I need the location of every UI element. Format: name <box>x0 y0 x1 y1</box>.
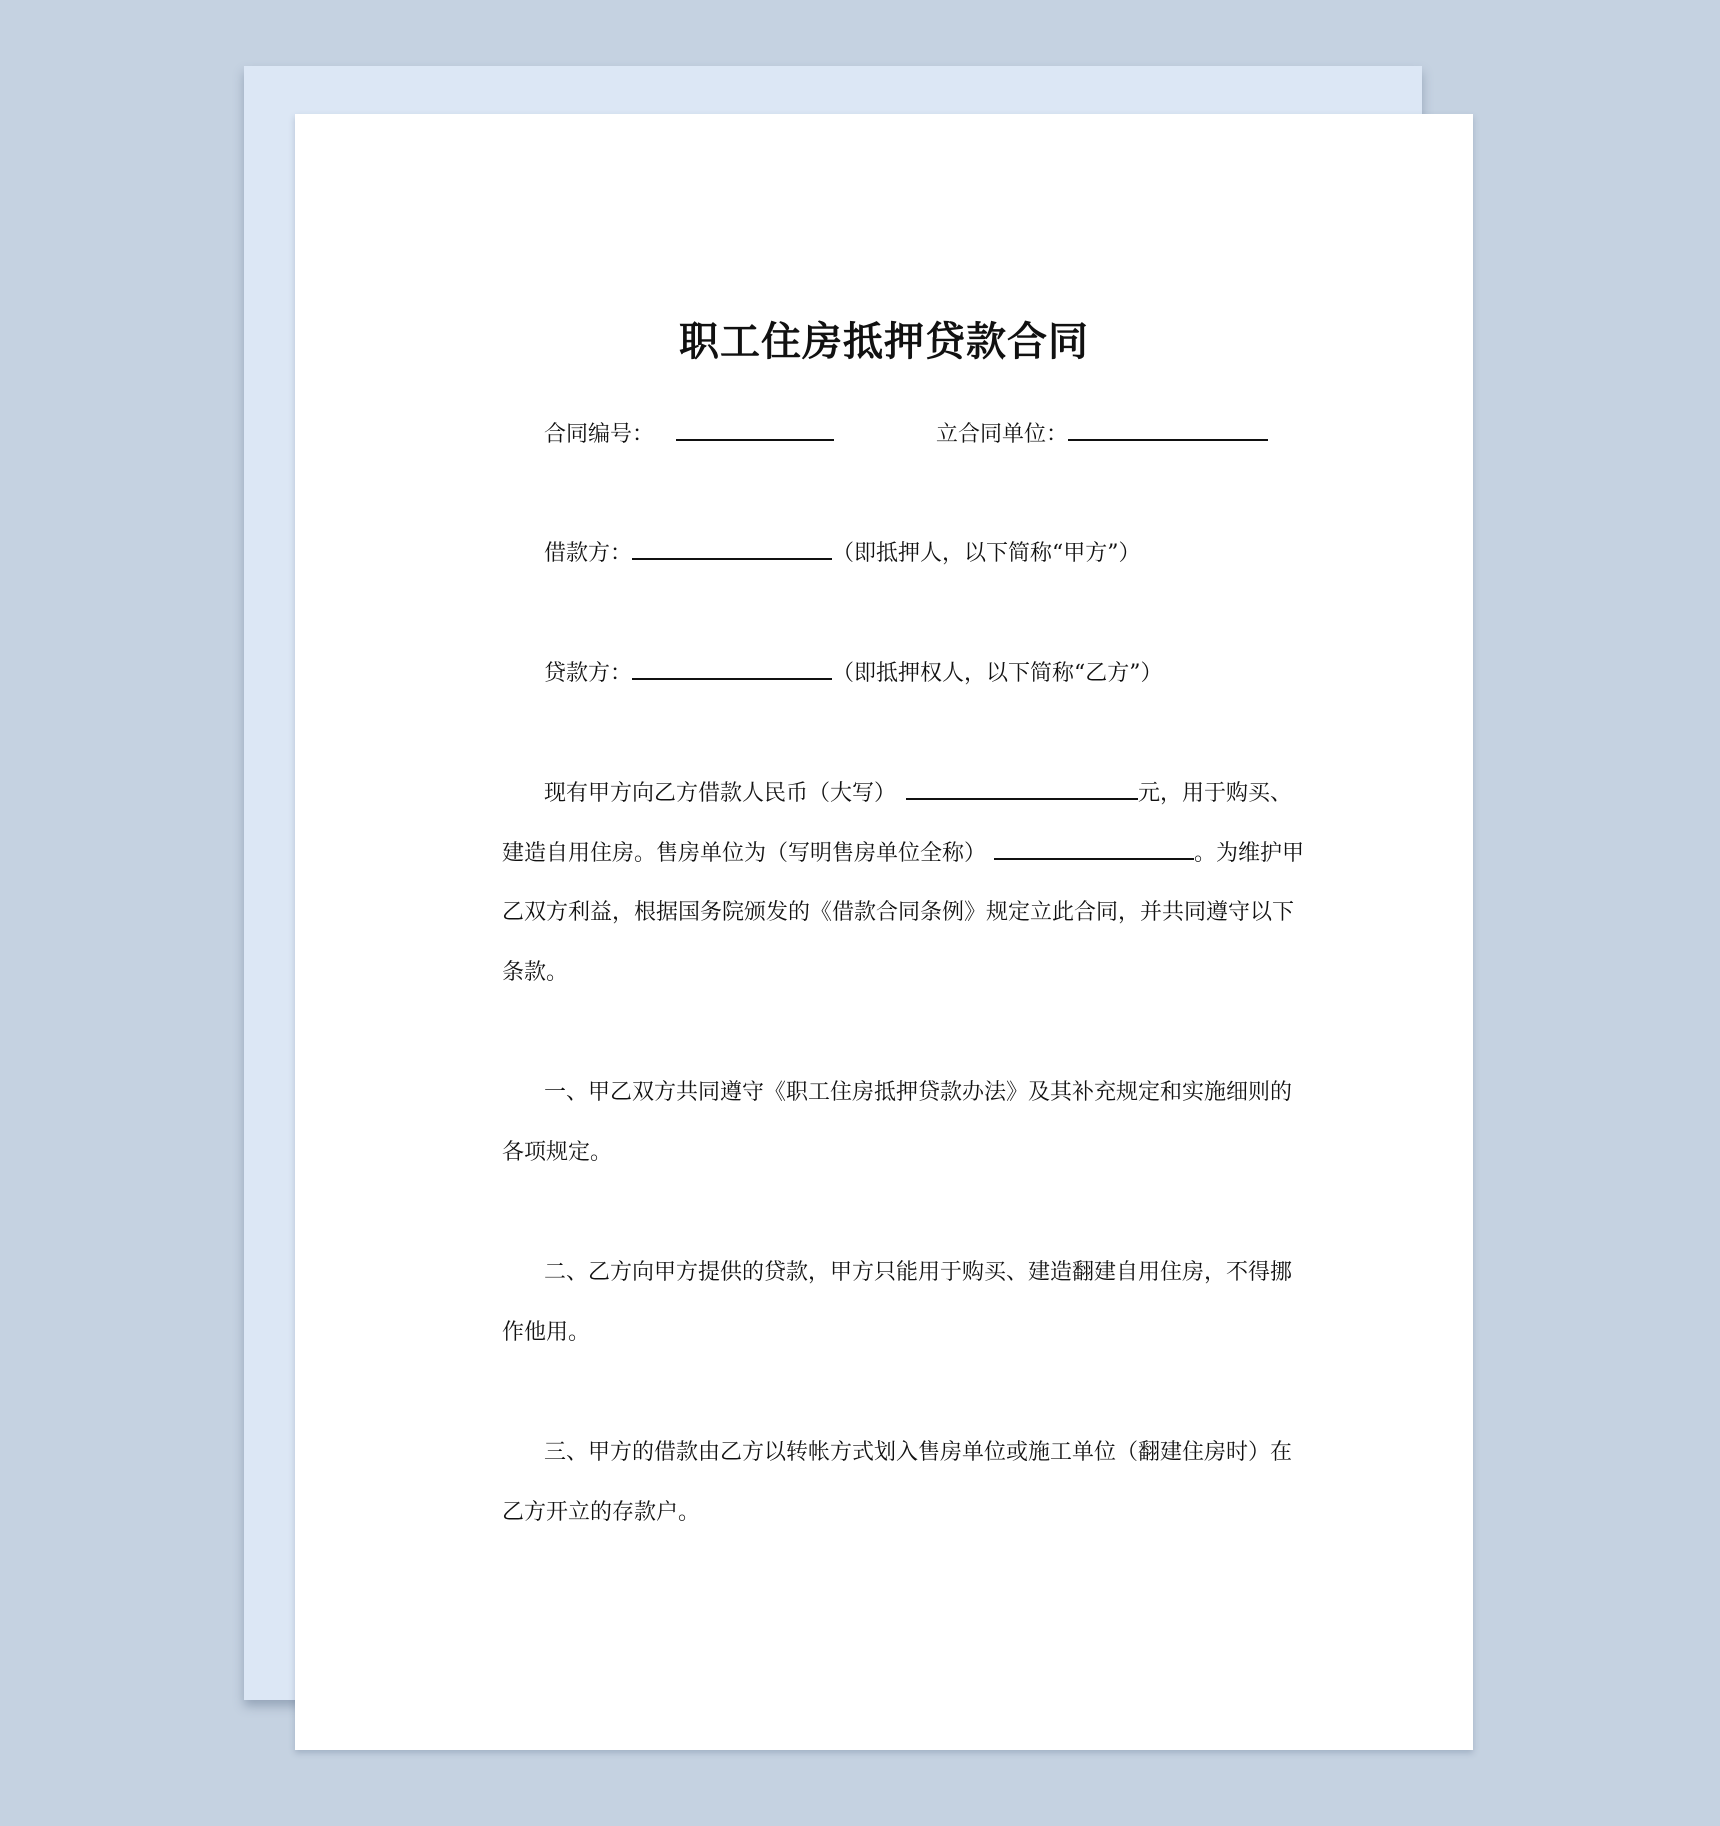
clause-3-line-2: 乙方开立的存款户。 <box>502 1500 701 1525</box>
intro-text: 。为维护甲 <box>1194 841 1305 866</box>
borrower-label: 借款方： <box>544 541 633 566</box>
lender-row <box>544 658 1163 689</box>
lender-label: 贷款方： <box>544 661 633 686</box>
issuing-unit-blank[interactable] <box>1068 419 1268 441</box>
contract-number-blank[interactable] <box>676 419 834 441</box>
seller-name-blank[interactable] <box>994 838 1194 860</box>
clause-1-line-2: 各项规定。 <box>502 1140 613 1165</box>
intro-line-4: 条款。 <box>502 960 569 985</box>
borrower-blank[interactable] <box>632 538 832 560</box>
intro-line-3: 乙双方利益，根据国务院颁发的《借款合同条例》规定立此合同，并共同遵守以下 <box>502 900 1295 925</box>
intro-text: 现有甲方向乙方借款人民币（大写） <box>544 781 897 806</box>
contract-number-label: 合同编号： <box>544 422 655 447</box>
clause-3-line-1: 三、甲方的借款由乙方以转帐方式划入售房单位或施工单位（翻建住房时）在 <box>544 1440 1293 1465</box>
contract-number-row <box>544 419 834 450</box>
intro-line-1 <box>544 778 1292 809</box>
clause-2-line-2: 作他用。 <box>502 1320 591 1345</box>
issuing-unit-label: 立合同单位： <box>936 422 1069 447</box>
document-title: 职工住房抵押贷款合同 <box>679 319 1089 365</box>
borrower-row <box>544 538 1141 569</box>
borrower-note: （即抵押人，以下简称“甲方”） <box>832 541 1141 566</box>
clause-2-line-1: 二、乙方向甲方提供的贷款，甲方只能用于购买、建造翻建自用住房，不得挪 <box>544 1260 1293 1285</box>
clause-1-line-1: 一、甲乙双方共同遵守《职工住房抵押贷款办法》及其补充规定和实施细则的 <box>544 1080 1293 1105</box>
intro-text: 元，用于购买、 <box>1138 781 1293 806</box>
intro-text: 建造自用住房。售房单位为（写明售房单位全称） <box>502 841 987 866</box>
lender-note: （即抵押权人，以下简称“乙方”） <box>832 661 1163 686</box>
document-page <box>295 114 1473 1750</box>
lender-blank[interactable] <box>632 658 832 680</box>
loan-amount-blank[interactable] <box>906 778 1138 800</box>
intro-line-2 <box>502 838 1304 869</box>
issuing-unit-row <box>936 419 1268 450</box>
